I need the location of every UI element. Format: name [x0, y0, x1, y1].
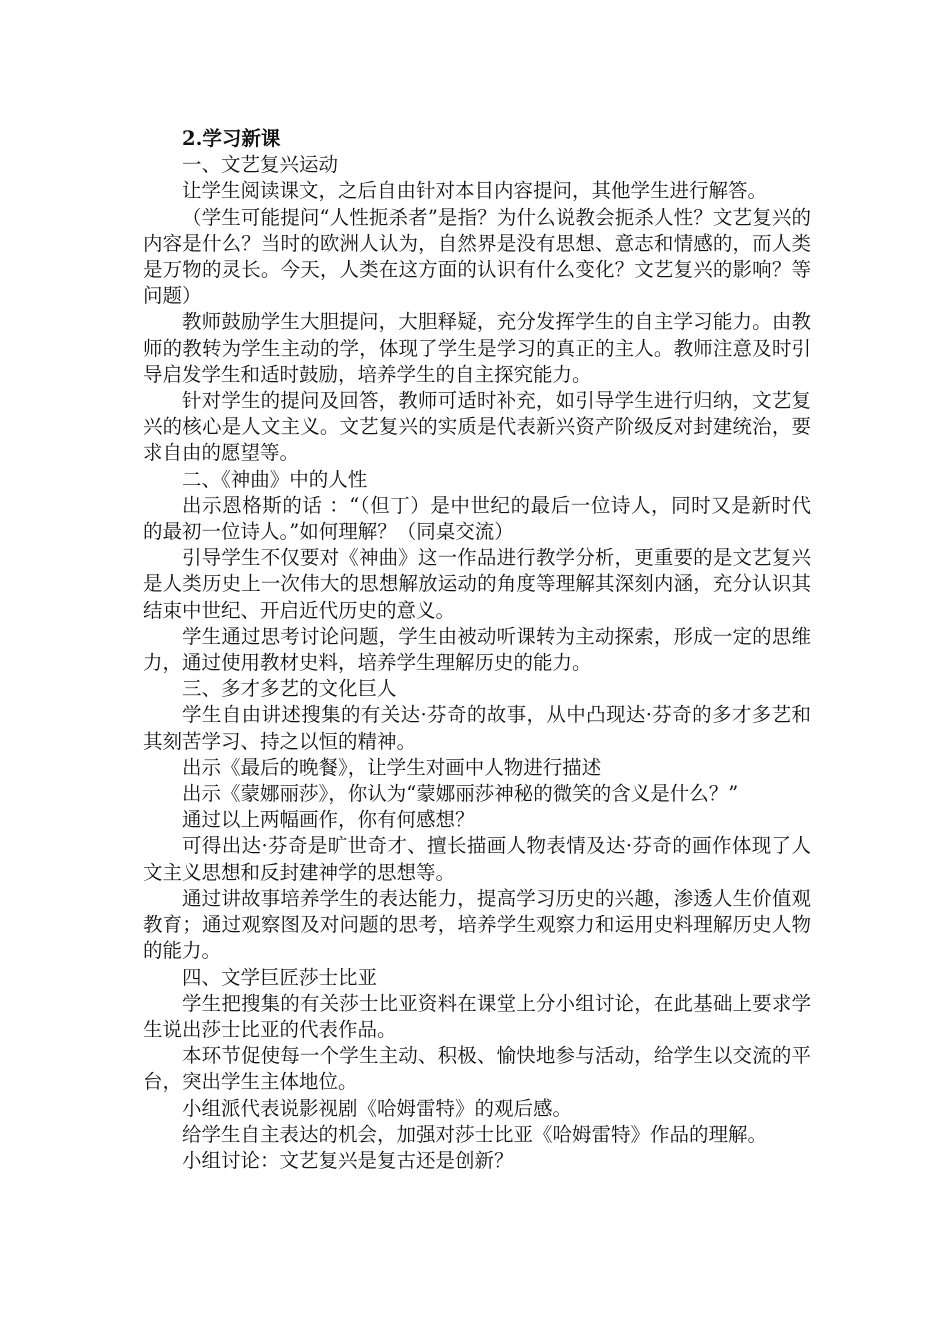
paragraph: 出示恩格斯的话 ：“（但丁）是中世纪的最后一位诗人，同时又是新时代的最初一位诗人。”如何理解？（同桌交流）: [143, 493, 811, 544]
document-body: [143, 126, 811, 1174]
paragraph: 通过以上两幅画作，你有何感想？: [182, 808, 475, 832]
paragraph: 给学生自主表达的机会，加强对莎士比亚《哈姆雷特》作品的理解。: [182, 1122, 768, 1146]
paragraph: 学生通过思考讨论问题，学生由被动听课转为主动探索，形成一定的思维力，通过使用教材史料，培养学生理解历史的能力。: [143, 624, 811, 675]
paragraph: 可得出达·芬奇是旷世奇才、擅长描画人物表情及达·芬奇的画作体现了人文主义思想和反封建神学的思想等。: [143, 834, 811, 884]
paragraph: 针对学生的提问及回答，教师可适时补充，如引导学生进行归纳，文艺复兴的核心是人文主义。文艺复兴的实质是代表新兴资产阶级反对封建统治，要求自由的愿望等。: [143, 389, 811, 465]
paragraph: （学生可能提问“人性扼杀者”是指？为什么说教会扼杀人性？文艺复兴的内容是什么？当时的欧洲人认为，自然界是没有思想、意志和情感的，而人类是万物的灵长。今天，人类在这方面的认识有什么变化？文艺复兴的影响？等问题）: [143, 205, 811, 308]
paragraph: 本环节促使每一个学生主动、积极、愉快地参与活动，给学生以交流的平台，突出学生主体地位。: [143, 1044, 811, 1094]
paragraph: 出示《最后的晚餐》，让学生对画中人物进行描述: [182, 755, 602, 779]
subsection-title: 四、文学巨匠莎士比亚: [182, 965, 378, 989]
paragraph: 学生自由讲述搜集的有关达·芬奇的故事，从中凸现达·芬奇的多才多艺和其刻苦学习、持之以恒的精神。: [143, 703, 811, 753]
paragraph: 通过讲故事培养学生的表达能力，提高学习历史的兴趣，渗透人生价值观教育；通过观察图及对问题的思考，培养学生观察力和运用史料理解历史人物的能力。: [143, 886, 811, 963]
subsection-title: 二、《神曲》中的人性: [182, 467, 368, 491]
paragraph: 引导学生不仅要对《神曲》这一作品进行教学分析，更重要的是文艺复兴是人类历史上一次伟大的思想解放运动的角度等理解其深刻内涵，充分认识其结束中世纪、开启近代历史的意义。: [143, 546, 811, 622]
paragraph: 教师鼓励学生大胆提问，大胆释疑，充分发挥学生的自主学习能力。由教师的教转为学生主动的学，体现了学生是学习的真正的主人。教师注意及时引导启发学生和适时鼓励，培养学生的自主探究能力。: [143, 310, 811, 386]
subsection-title: 三、多才多艺的文化巨人: [182, 677, 397, 701]
paragraph: 小组讨论：文艺复兴是复古还是创新？: [182, 1148, 514, 1172]
paragraph: 小组派代表说影视剧《哈姆雷特》的观后感。: [182, 1096, 573, 1120]
subsection-title: 一、文艺复兴运动: [182, 153, 339, 177]
section-heading: 2.学习新课: [182, 127, 281, 150]
paragraph: 出示《蒙娜丽莎》，你认为“蒙娜丽莎神秘的微笑的含义是什么？”: [182, 782, 739, 806]
paragraph: 让学生阅读课文，之后自由针对本目内容提问，其他学生进行解答。: [182, 179, 768, 203]
paragraph: 学生把搜集的有关莎士比亚资料在课堂上分小组讨论，在此基础上要求学生说出莎士比亚的代表作品。: [143, 991, 811, 1041]
